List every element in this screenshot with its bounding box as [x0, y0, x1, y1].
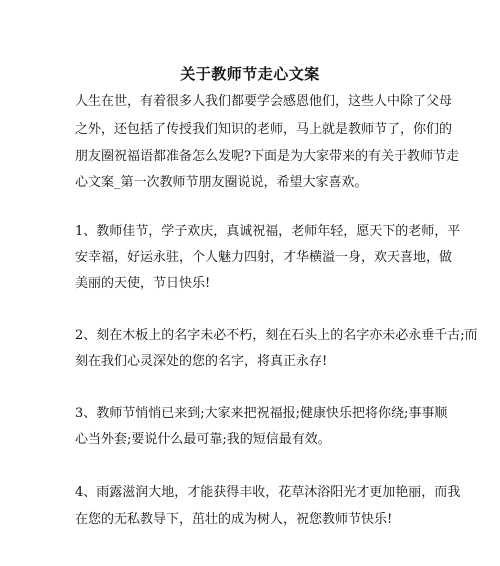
- bottom-fade: [0, 548, 500, 566]
- paragraph-2-line: 2、刻在木板上的名字未必不朽，刻在石头上的名字亦未必永垂千古;而: [75, 328, 478, 343]
- document-title: 关于教师节走心文案: [180, 65, 320, 83]
- paragraph-1-line: 美丽的天使，节日快乐!: [75, 276, 211, 291]
- paragraph-4-line: 在您的无私教导下，茁壮的成为树人，祝您教师节快乐!: [75, 512, 393, 527]
- intro-line: 心文案_第一次教师节朋友圈说说，希望大家喜欢。: [75, 175, 368, 190]
- paragraph-3-line: 3、教师节悄悄已来到;大家来把祝福报;健康快乐把将你绕;事事顺: [75, 406, 448, 421]
- intro-line: 之外，还包括了传授我们知识的老师，马上就是教师节了，你们的: [75, 122, 453, 137]
- paragraph-1-line: 安幸福，好运永驻，个人魅力四射，才华横溢一身，欢天喜地，做: [75, 250, 453, 265]
- paragraph-3-line: 心当外套;要说什么最可靠;我的短信最有效。: [75, 432, 331, 447]
- intro-line: 人生在世，有着很多人我们都要学会感恩他们，这些人中除了父母: [75, 94, 453, 109]
- paragraph-2-line: 刻在我们心灵深处的您的名字，将真正永存!: [75, 354, 328, 369]
- paragraph-4-line: 4、雨露滋润大地，才能获得丰收，花草沐浴阳光才更加艳丽，而我: [75, 485, 461, 500]
- intro-line: 朋友圈祝福语都准备怎么发呢?下面是为大家带来的有关于教师节走: [75, 149, 459, 164]
- paragraph-1-line: 1、教师佳节，学子欢庆，真诚祝福，老师年轻，愿天下的老师，平: [75, 224, 461, 239]
